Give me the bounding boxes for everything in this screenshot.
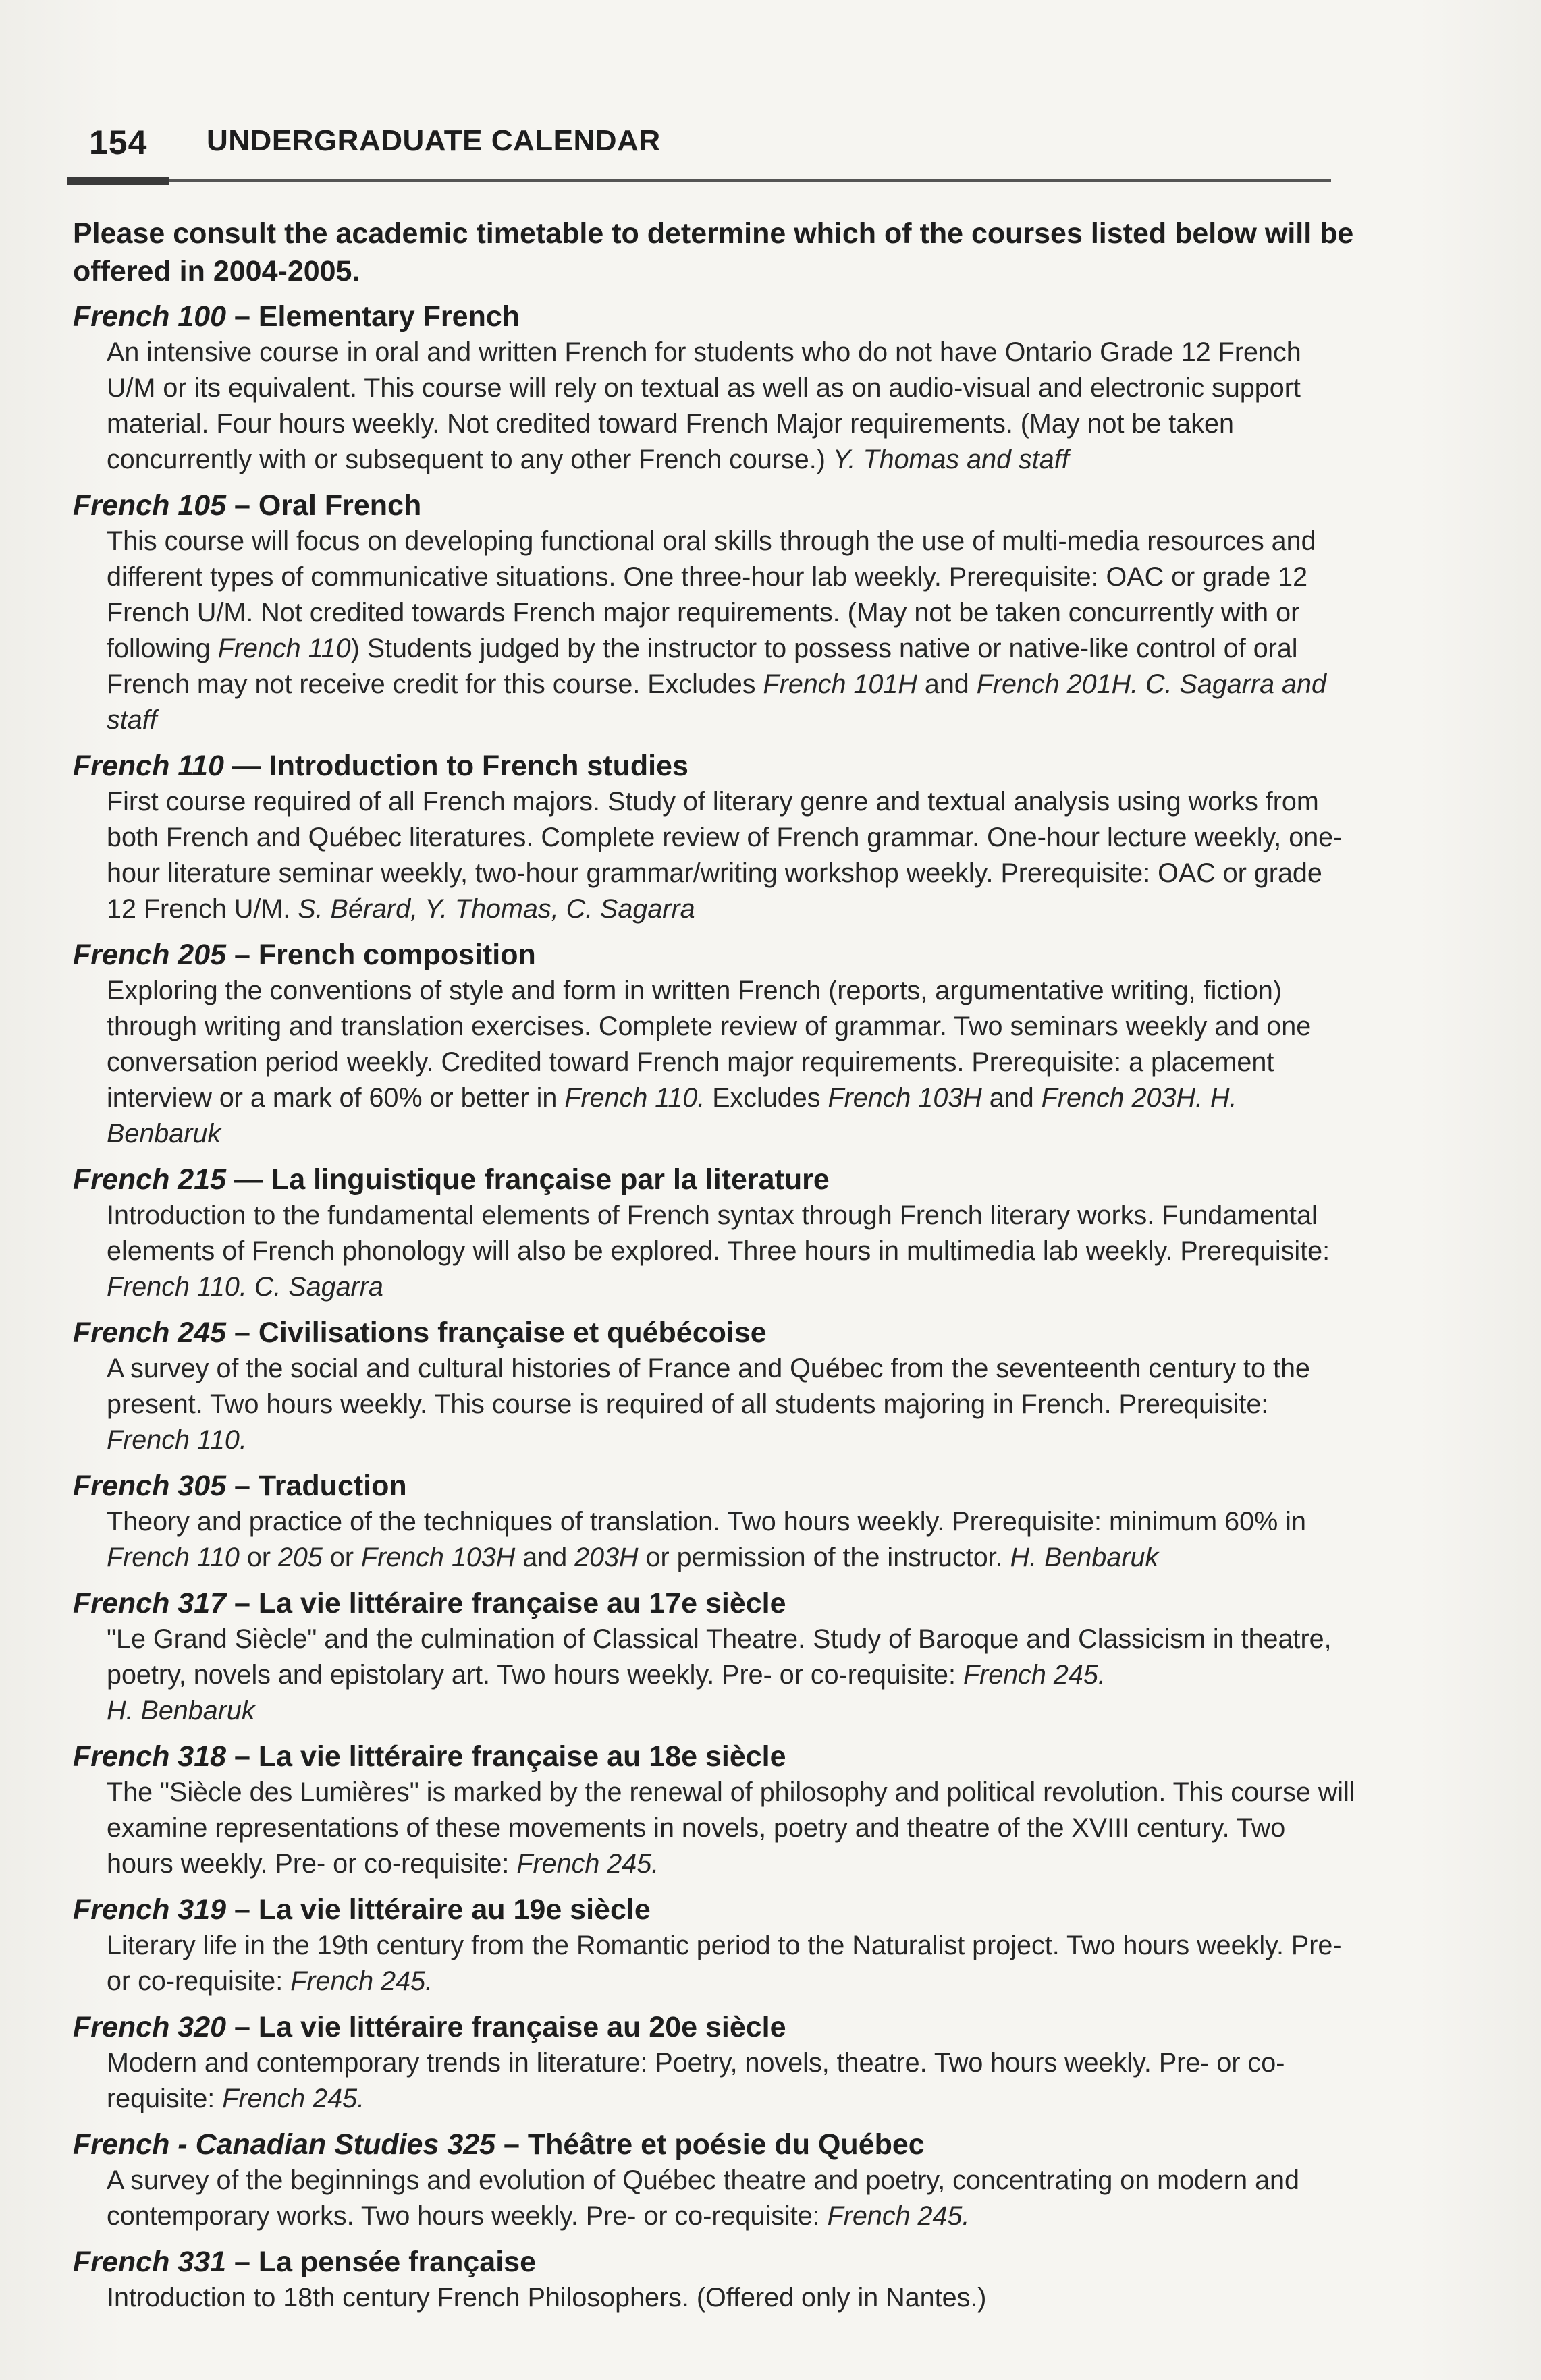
description-text: Excludes xyxy=(705,1083,828,1113)
course-number: French 245 xyxy=(73,1317,227,1349)
course-separator: – xyxy=(226,2011,259,2043)
course-heading xyxy=(73,1468,1355,1504)
course-entry xyxy=(73,748,1355,927)
description-text: Literary life in the 19th century from the Romantic period to the Naturalist project. Two hours weekly. Pre- or co-requisite: xyxy=(107,1931,1342,1996)
course-reference: French 103H xyxy=(360,1543,516,1572)
course-number: French 319 xyxy=(73,1893,227,1926)
course-description xyxy=(107,2163,1355,2234)
course-heading xyxy=(73,1585,1355,1622)
description-text: Modern and contemporary trends in literature: Poetry, novels, theatre. Two hours weekly. Pre- or co-requisite: xyxy=(107,2048,1285,2113)
course-name: Civilisations française et québécoise xyxy=(258,1317,767,1349)
instructor: H. Benbaruk xyxy=(107,1696,255,1725)
course-number: French 317 xyxy=(73,1587,227,1620)
course-reference: French 110 xyxy=(107,1543,240,1572)
course-entry xyxy=(73,1314,1355,1458)
course-heading xyxy=(73,2244,1355,2280)
instructor: H. Benbaruk xyxy=(1010,1543,1159,1572)
course-reference: French 245. xyxy=(827,2201,970,2231)
course-name: La vie littéraire française au 18e siècle xyxy=(258,1740,786,1773)
course-reference: French 110. xyxy=(107,1425,247,1455)
course-separator: – xyxy=(226,1893,259,1926)
course-name: La linguistique française par la literature xyxy=(271,1163,830,1196)
course-entry xyxy=(73,1585,1355,1729)
description-text: or xyxy=(322,1543,361,1572)
course-reference: French 245. xyxy=(222,2084,365,2113)
course-reference: French 245. xyxy=(963,1660,1106,1690)
instructor: Y. Thomas and staff xyxy=(832,445,1069,474)
course-number: French 318 xyxy=(73,1740,227,1773)
course-reference: French 101H xyxy=(763,669,917,699)
course-reference: French 110. xyxy=(564,1083,705,1113)
course-heading xyxy=(73,748,1355,784)
course-separator: – xyxy=(226,1740,259,1773)
course-name: Oral French xyxy=(258,489,422,522)
course-entry xyxy=(73,2126,1355,2234)
description-text: and xyxy=(515,1543,575,1572)
course-entry xyxy=(73,1891,1355,1999)
course-number: French 100 xyxy=(73,300,227,333)
page-header xyxy=(86,120,1328,174)
description-text: An intensive course in oral and written French for students who do not have Ontario Grade 12 French U/M or its equivalent. This course will rely on textual as well as on audio-visual and electronic support material. Four hours weekly. Not credited toward French Major requirements. (May not be taken concurrently with or subsequent to any other French course.) xyxy=(107,337,1301,474)
description-text: ) Students judged by the instructor to possess native or native-like control of oral French may not receive credit for this course. Excludes xyxy=(107,634,1298,699)
course-description xyxy=(107,335,1355,478)
description-text: The "Siècle des Lumières" is marked by the renewal of philosophy and political revolution. This course will examine representations of these movements in novels, poetry and theatre of the XVIII century. Two hours weekly. Pre- or co-requisite: xyxy=(107,1777,1355,1879)
course-name: La pensée française xyxy=(258,2246,536,2278)
course-entry xyxy=(73,937,1355,1152)
course-number: French 205 xyxy=(73,939,227,971)
course-number: French 215 xyxy=(73,1163,227,1196)
course-separator: – xyxy=(226,1587,259,1620)
course-description xyxy=(107,524,1355,738)
course-heading xyxy=(73,1161,1355,1198)
page-number: 154 xyxy=(89,123,148,161)
instructor: S. Bérard, Y. Thomas, C. Sagarra xyxy=(298,894,695,924)
course-description xyxy=(107,1928,1355,1999)
course-reference: 205 xyxy=(277,1543,323,1572)
course-separator: — xyxy=(223,750,269,782)
course-separator: – xyxy=(226,1470,259,1502)
intro-note: Please consult the academic timetable to determine which of the courses listed below will be offered in 2004-2005. xyxy=(73,217,1354,287)
course-description xyxy=(107,1351,1355,1458)
course-reference: 203H xyxy=(574,1543,639,1572)
header-rule-accent xyxy=(67,177,169,185)
course-heading xyxy=(73,1314,1355,1351)
course-entry xyxy=(73,2244,1355,2316)
course-heading xyxy=(73,937,1355,973)
description-text: "Le Grand Siècle" and the culmination of Classical Theatre. Study of Baroque and Classicism in theatre, poetry, novels and epistolary art. Two hours weekly. Pre- or co-requisite: xyxy=(107,1624,1332,1690)
course-description xyxy=(107,1198,1355,1305)
course-entry xyxy=(73,487,1355,738)
description-text: or xyxy=(239,1543,278,1572)
course-heading xyxy=(73,2009,1355,2045)
course-reference: French 103H xyxy=(828,1083,982,1113)
course-separator: – xyxy=(226,939,259,971)
course-entry xyxy=(73,2009,1355,2117)
course-name: La vie littéraire française au 20e siècle xyxy=(258,2011,786,2043)
header-rule xyxy=(67,179,1331,182)
course-name: Elementary French xyxy=(258,300,520,333)
course-entry xyxy=(73,1468,1355,1576)
course-entry xyxy=(73,1738,1355,1882)
description-text: and xyxy=(981,1083,1042,1113)
instructor: French 110. C. Sagarra xyxy=(107,1272,383,1302)
course-separator: – xyxy=(226,2246,259,2278)
instructor: French 203H. H. Benbaruk xyxy=(107,1083,1237,1149)
course-number: French 110 xyxy=(73,750,224,782)
description-text: Theory and practice of the techniques of translation. Two hours weekly. Prerequisite: minimum 60% in xyxy=(107,1507,1306,1537)
description-text: Introduction to 18th century French Philosophers. (Offered only in Nantes.) xyxy=(107,2283,987,2313)
course-heading xyxy=(73,1738,1355,1775)
course-name: Théâtre et poésie du Québec xyxy=(527,2128,925,2161)
description-text: or permission of the instructor. xyxy=(638,1543,1010,1572)
course-description xyxy=(107,1622,1355,1729)
course-entry xyxy=(73,1161,1355,1305)
course-name: La vie littéraire au 19e siècle xyxy=(258,1893,651,1926)
course-name: Introduction to French studies xyxy=(269,750,688,782)
course-name: French composition xyxy=(258,939,536,971)
description-text: This course will focus on developing functional oral skills through the use of multi-media resources and different types of communicative situations. One three-hour lab weekly. Prerequisite: OAC or grade 12 French U/M. Not credited towards French major requirements. (May not be taken concurrently with or following xyxy=(107,526,1316,663)
course-description xyxy=(107,2045,1355,2117)
description-text: First course required of all French majors. Study of literary genre and textual analysis using works from both French and Québec literatures. Complete review of French grammar. One-hour lecture weekly, one-hour literature seminar weekly, two-hour grammar/writing workshop weekly. Prerequisite: OAC or grade 12 French U/M. xyxy=(107,787,1343,924)
course-name: La vie littéraire française au 17e siècle xyxy=(258,1587,786,1620)
description-text: A survey of the social and cultural histories of France and Québec from the seventeenth century to the present. Two hours weekly. This course is required of all students majoring in French. Prerequisite: xyxy=(107,1354,1310,1419)
course-number: French 320 xyxy=(73,2011,227,2043)
course-separator: – xyxy=(226,300,259,333)
course-description xyxy=(107,784,1355,927)
description-text: A survey of the beginnings and evolution of Québec theatre and poetry, concentrating on modern and contemporary works. Two hours weekly. Pre- or co-requisite: xyxy=(107,2165,1299,2231)
course-separator: – xyxy=(226,489,259,522)
course-separator: – xyxy=(495,2128,528,2161)
course-reference: French 110 xyxy=(217,634,351,663)
course-listing xyxy=(73,215,1355,2325)
description-text: Introduction to the fundamental elements of French syntax through French literary works. Fundamental elements of French phonology will also be explored. Three hours in multimedia lab weekly. Prerequisite: xyxy=(107,1200,1330,1266)
course-heading xyxy=(73,298,1355,335)
course-description xyxy=(107,1775,1355,1882)
course-description xyxy=(107,2280,1355,2316)
course-description xyxy=(107,1504,1355,1576)
description-text: and xyxy=(917,669,977,699)
description-text: Exploring the conventions of style and form in written French (reports, argumentative writing, fiction) through writing and translation exercises. Complete review of grammar. Two seminars weekly and one conversation period weekly. Credited toward French major requirements. Prerequisite: a placement interview or a mark of 60% or better in xyxy=(107,976,1312,1113)
course-number: French 305 xyxy=(73,1470,227,1502)
course-heading xyxy=(73,487,1355,524)
course-separator: — xyxy=(226,1163,271,1196)
course-description xyxy=(107,973,1355,1152)
course-number: French 105 xyxy=(73,489,227,522)
course-number: French - Canadian Studies 325 xyxy=(73,2128,496,2161)
course-reference: French 245. xyxy=(516,1849,659,1879)
course-heading xyxy=(73,2126,1355,2163)
course-reference: French 245. xyxy=(290,1966,433,1996)
course-number: French 331 xyxy=(73,2246,227,2278)
course-entry xyxy=(73,298,1355,478)
course-separator: – xyxy=(226,1317,259,1349)
course-heading xyxy=(73,1891,1355,1928)
running-title: UNDERGRADUATE CALENDAR xyxy=(207,124,661,157)
instructor: French 201H. C. Sagarra and staff xyxy=(107,669,1326,735)
course-name: Traduction xyxy=(258,1470,407,1502)
